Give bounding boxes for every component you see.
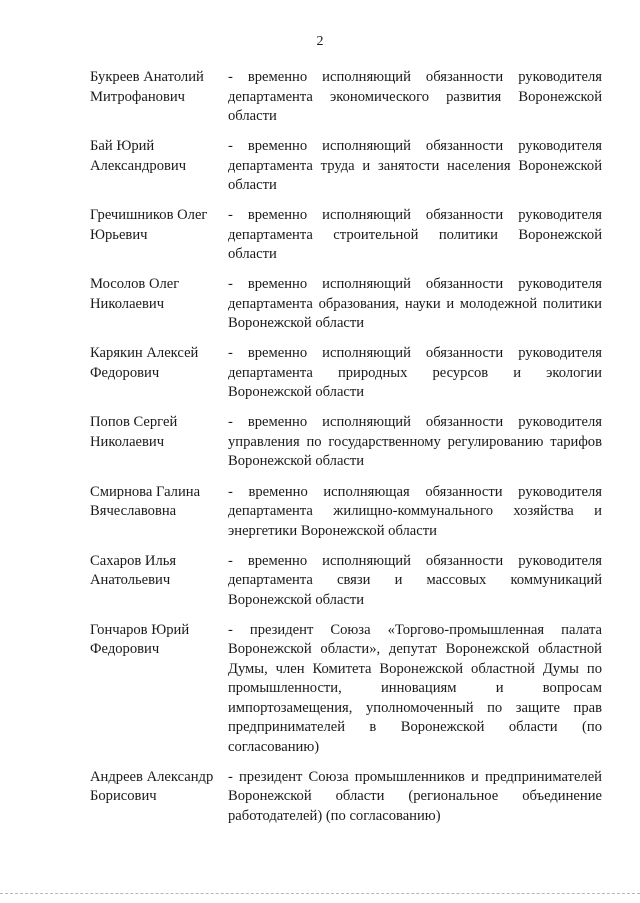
list-item: [90, 137, 602, 196]
member-role: - временно исполняющий обязанности руководителя управления по государственному регулированию тарифов Воронежской области: [228, 414, 602, 470]
member-name: Мосолов Олег Николаевич: [90, 276, 180, 312]
member-role: - временно исполняющий обязанности руководителя департамента строительной политики Воронежской области: [228, 207, 602, 263]
member-name: Попов Сергей Николаевич: [90, 414, 178, 450]
member-role: - президент Союза «Торгово-промышленная палата Воронежской области», депутат Воронежской областной Думы, член Комитета Воронежской областной Думы по промышленности, инновациям и вопросам импортозамещения, уполномоченный по защите прав предпринимателей в Воронежской области (по согласованию): [228, 621, 602, 755]
member-name: Гончаров Юрий Федорович: [90, 621, 190, 658]
member-role: - временно исполняющий обязанности руководителя департамента образования, науки и молодежной политики Воронежской области: [228, 276, 602, 332]
member-name: Сахаров Илья Анатольевич: [90, 552, 177, 589]
member-role: - временно исполняющий обязанности руководителя департамента экономического развития Воронежской области: [228, 69, 602, 124]
page-edge-divider: [0, 893, 640, 894]
list-item: [90, 413, 602, 472]
member-name: Бай Юрий Александрович: [90, 138, 187, 174]
member-role: - временно исполняющий обязанности руководителя департамента связи и массовых коммуникаций Воронежской области: [228, 552, 602, 608]
member-name: Букреев Анатолий Митрофанович: [90, 69, 204, 105]
member-name: Смирнова Галина Вячеславовна: [90, 483, 201, 520]
member-role: - временно исполняющая обязанности руководителя департамента жилищно-коммунального хозяйства и энергетики Воронежской области: [228, 483, 602, 539]
member-role: - временно исполняющий обязанности руководителя департамента природных ресурсов и экологии Воронежской области: [228, 345, 602, 401]
list-item: [90, 344, 602, 403]
list-item: [90, 768, 602, 827]
member-name: Гречишников Олег Юрьевич: [90, 207, 208, 243]
list-item: [90, 275, 602, 334]
list-item: [90, 483, 602, 542]
member-role: - президент Союза промышленников и предпринимателей Воронежской области (региональное объединение работодателей) (по согласованию): [228, 768, 602, 824]
list-item: [90, 68, 602, 127]
list-item: [90, 552, 602, 611]
member-name: Андреев Александр Борисович: [90, 768, 214, 805]
list-item: [90, 206, 602, 265]
list-item: [90, 621, 602, 758]
member-role: - временно исполняющий обязанности руководителя департамента труда и занятости населения Воронежской области: [228, 138, 602, 194]
member-name: Карякин Алексей Федорович: [90, 345, 199, 381]
page-number: 2: [316, 34, 324, 49]
member-list: [90, 68, 602, 837]
